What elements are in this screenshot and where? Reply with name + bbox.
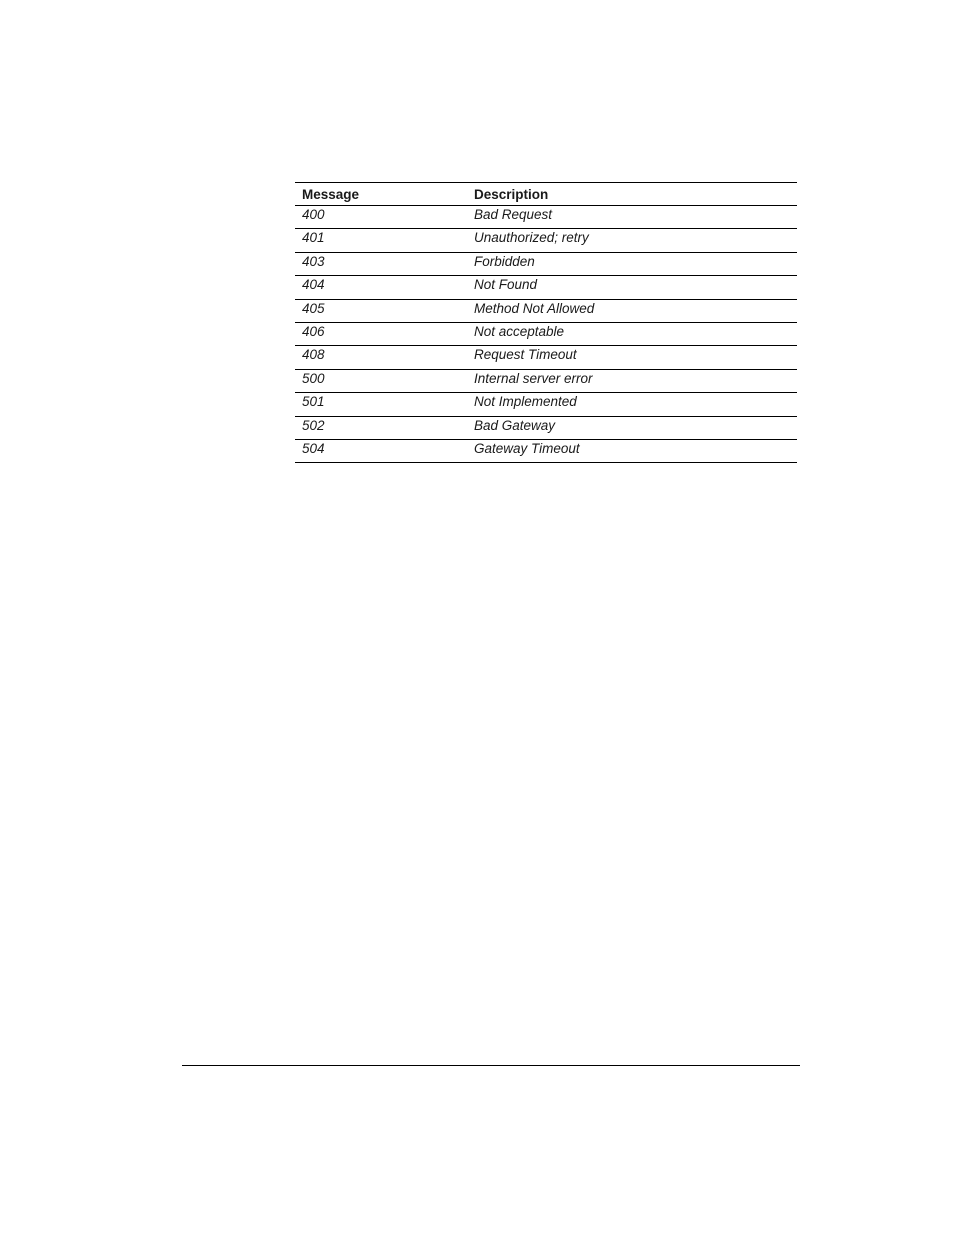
description-cell: Bad Request [467, 206, 797, 229]
message-cell: 408 [295, 346, 467, 369]
table-row [295, 252, 797, 275]
table-row [295, 416, 797, 439]
message-cell: 500 [295, 369, 467, 392]
table-row [295, 229, 797, 252]
table-row [295, 322, 797, 345]
description-cell: Not Implemented [467, 393, 797, 416]
footer-divider [182, 1065, 800, 1066]
table-row [295, 346, 797, 369]
table-row [295, 369, 797, 392]
message-cell: 406 [295, 322, 467, 345]
description-cell: Not acceptable [467, 322, 797, 345]
message-cell: 405 [295, 299, 467, 322]
description-cell: Forbidden [467, 252, 797, 275]
message-cell: 504 [295, 439, 467, 462]
message-cell: 501 [295, 393, 467, 416]
description-cell: Not Found [467, 276, 797, 299]
table-row [295, 299, 797, 322]
description-cell: Internal server error [467, 369, 797, 392]
message-cell: 400 [295, 206, 467, 229]
table-row [295, 439, 797, 462]
description-cell: Bad Gateway [467, 416, 797, 439]
table-row [295, 206, 797, 229]
column-header-message: Message [295, 183, 467, 206]
table-row [295, 393, 797, 416]
message-cell: 401 [295, 229, 467, 252]
description-cell: Unauthorized; retry [467, 229, 797, 252]
description-cell: Method Not Allowed [467, 299, 797, 322]
status-code-table [295, 182, 797, 463]
description-cell: Request Timeout [467, 346, 797, 369]
message-cell: 403 [295, 252, 467, 275]
column-header-description: Description [467, 183, 797, 206]
description-cell: Gateway Timeout [467, 439, 797, 462]
table-header-row [295, 183, 797, 206]
table-row [295, 276, 797, 299]
message-cell: 404 [295, 276, 467, 299]
message-cell: 502 [295, 416, 467, 439]
